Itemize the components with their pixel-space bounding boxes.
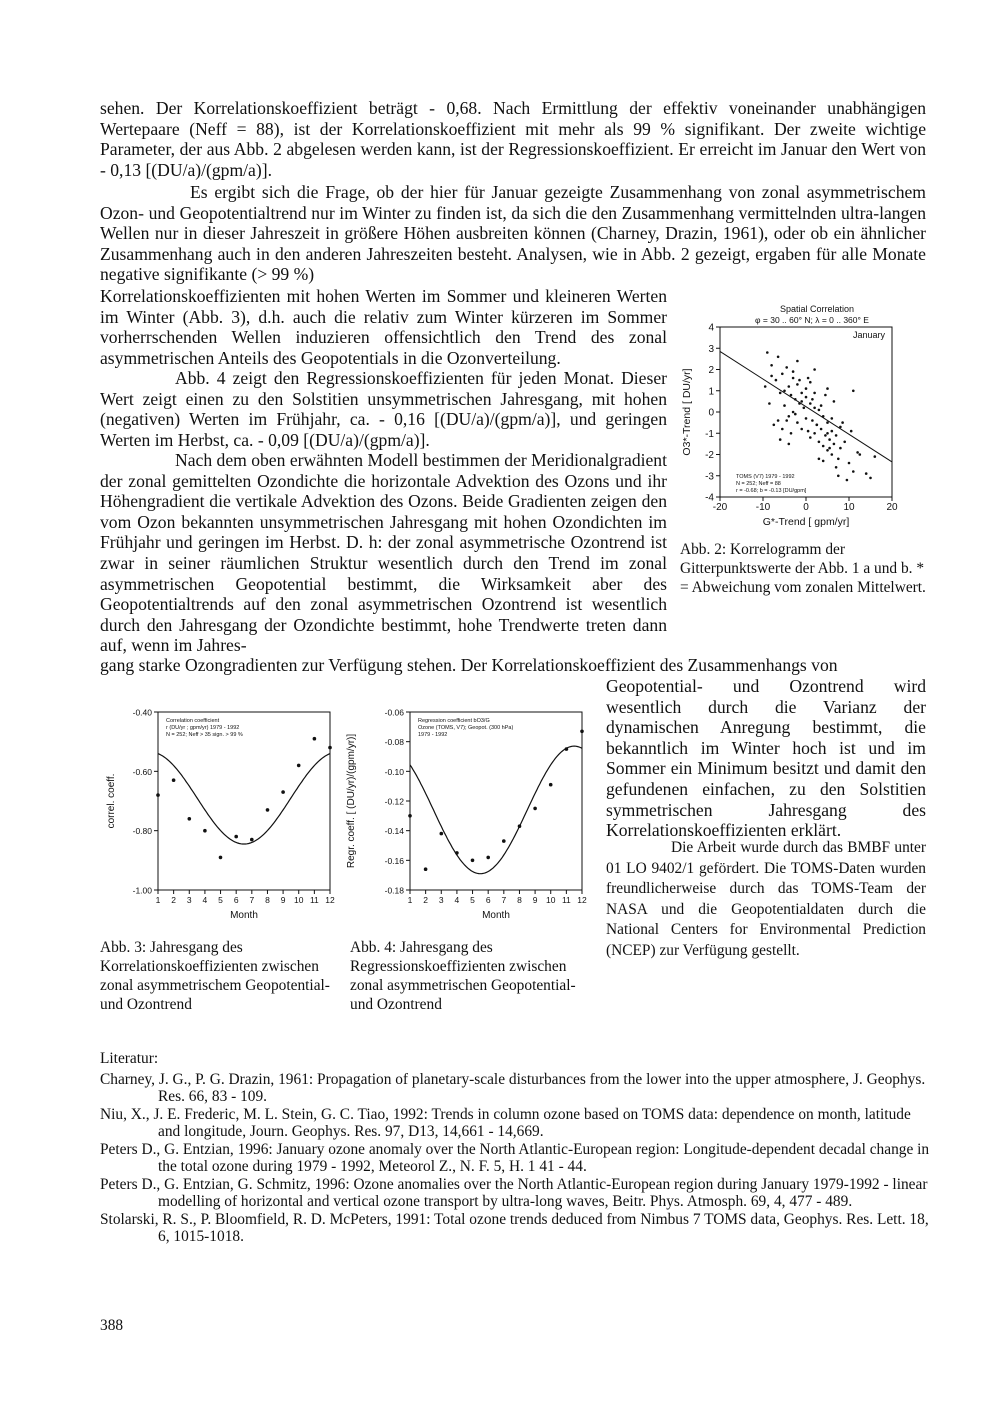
figure-2-caption: Abb. 2: Korrelogramm der Gitterpunktswerte der Abb. 1 a und b. * = Abweichung vom zonalen Mittelwert. [680, 541, 926, 596]
data-point [828, 447, 831, 450]
references-heading: Literatur: [100, 1050, 159, 1067]
data-point [809, 402, 812, 405]
x-tick-label: 12 [325, 895, 335, 905]
fig3-ylabel: correl. coeff. [106, 773, 117, 829]
data-point [803, 407, 806, 410]
x-tick-label: 7 [501, 895, 507, 905]
data-point [281, 790, 285, 794]
data-point [219, 856, 223, 860]
data-point [805, 396, 808, 399]
x-tick-label: 11 [561, 895, 571, 905]
y-tick-label: -3 [705, 471, 714, 483]
y-tick-label: -0.60 [132, 766, 152, 777]
fig4-ylabel: Regr. coeff. [ (DU/yr)/(gpm/yr)] [346, 733, 357, 869]
data-point [822, 445, 825, 448]
x-tick-label: 10 [843, 502, 855, 513]
data-point [792, 377, 795, 380]
data-point [807, 377, 810, 380]
fig3-points [156, 737, 332, 859]
fig4-points [408, 730, 584, 872]
y-tick-label: -0.12 [384, 796, 404, 807]
data-point [518, 824, 522, 828]
data-point [826, 387, 829, 390]
x-tick-label: 3 [186, 895, 192, 905]
data-point [831, 430, 834, 433]
data-point [549, 783, 553, 787]
figure-4-chart [340, 700, 595, 925]
data-point [790, 432, 793, 435]
x-tick-label: 4 [454, 895, 460, 905]
data-point [770, 375, 773, 378]
x-tick-label: 1 [155, 895, 161, 905]
data-point [848, 462, 851, 465]
fig2-label: January [852, 330, 885, 340]
y-tick-label: -4 [705, 492, 714, 504]
data-point [234, 835, 238, 839]
fig2-plot-frame [720, 327, 892, 497]
data-point [837, 458, 840, 461]
data-point [835, 466, 838, 469]
data-point [852, 390, 855, 393]
y-tick-label: -1.00 [132, 885, 152, 896]
y-tick-label: 1 [708, 386, 714, 398]
data-point [800, 428, 803, 431]
data-point [770, 364, 773, 367]
figure-3-caption: Abb. 3: Jahresgang des Korrelationskoeffizienten zwischen zonal asymmetrischem Geopotential- und Ozontrend [100, 939, 330, 1013]
data-point [805, 387, 808, 390]
data-point [565, 747, 569, 751]
data-point [835, 434, 838, 437]
data-point [783, 404, 786, 407]
data-point [865, 472, 868, 475]
fig3-y-ticks [133, 708, 158, 896]
fig3-legend-1: r (DU/yr ; gpm/yr) 1979 - 1992 [166, 725, 240, 731]
fig2-annotation-2: N = 252; Neff = 88 [736, 481, 781, 487]
data-point [792, 370, 795, 373]
data-point [796, 383, 799, 386]
x-tick-label: 6 [485, 895, 491, 905]
reference-item: Stolarski, R. S., P. Bloomfield, R. D. McPeters, 1991: Total ozone trends deduced from Nimbus 7 TOMS data, Geophys. Res. Lett. 18, 6, 1015-1018. [100, 1210, 929, 1245]
data-point [533, 807, 537, 811]
page-number: 388 [100, 1317, 124, 1334]
fig3-x-ticks [156, 890, 335, 905]
data-point [852, 470, 855, 473]
x-tick-label: 10 [545, 895, 556, 905]
data-point [820, 404, 823, 407]
fig2-title: Spatial Correlation [779, 304, 855, 314]
fig4-plot-frame [410, 712, 582, 890]
fig2-x-ticks [713, 497, 898, 513]
x-tick-label: 20 [886, 502, 898, 513]
fig4-legend-2: Ozone (TOMS, V7); Geopot. (300 hPa) [418, 725, 514, 731]
fig3-legend-2: N = 252; Neff > 35 sign. > 99 % [166, 732, 243, 738]
y-tick-label: -0.08 [384, 737, 404, 748]
y-tick-label: 3 [708, 343, 714, 355]
references [100, 1050, 930, 1246]
data-point [792, 411, 795, 414]
data-point [820, 428, 823, 431]
data-point [811, 398, 814, 401]
y-tick-label: -0.14 [384, 826, 404, 837]
data-point [781, 428, 784, 431]
x-tick-label: 5 [470, 895, 475, 905]
x-tick-label: 9 [532, 895, 538, 905]
x-tick-label: 11 [309, 895, 319, 905]
x-tick-label: 2 [423, 895, 429, 905]
data-point [813, 407, 816, 410]
data-point [785, 419, 788, 422]
fig4-legend-1: Regression coefficient bO3/G [418, 718, 490, 724]
fig3-xlabel: Month [230, 910, 258, 921]
y-tick-label: -0.16 [384, 855, 404, 866]
x-tick-label: 2 [171, 895, 177, 905]
data-point [831, 453, 834, 456]
fig2-xlabel: G*-Trend [ gpm/yr] [762, 516, 850, 528]
paragraph-2-continued: Korrelationskoeffizienten mit hohen Werten im Sommer und kleineren Werten im Winter (Abb. 3), d.h. auch die relativ zum Winter kürzeren im Sommer vorherrschenden Wellen induzieren offensichtlich den Trend des zonal asymmetrischen Anteils des Geopotentials in die Ozonverteilung. [100, 286, 667, 368]
figure-4-caption: Abb. 4: Jahresgang des Regressionskoeffizienten zwischen zonal asymmetrischen Geopotential- und Ozontrend [350, 939, 576, 1013]
y-tick-label: 2 [708, 365, 714, 376]
reference-item: Charney, J. G., P. G. Drazin, 1961: Propagation of planetary-scale disturbances from the lower into the upper atmosphere, J. Geophys. Res. 66, 83 - 109. [100, 1070, 926, 1105]
y-tick-label: -1 [705, 428, 714, 440]
x-tick-label: 8 [265, 895, 270, 905]
fig3-fit-curve [158, 754, 330, 844]
fig2-ylabel: O3*-Trend [ DU/yr] [681, 368, 693, 456]
x-tick-label: 4 [202, 895, 208, 905]
data-point [266, 808, 270, 812]
data-point [455, 851, 459, 855]
x-tick-label: 6 [233, 895, 239, 905]
acknowledgement: Die Arbeit wurde durch das BMBF unter 01 LO 9402/1 gefördert. Die TOMS-Daten wurden freundlicherweise durch das TOMS-Team der NASA und die Geopotentialdaten durch die National Centers for Environmental Prediction (NCEP) zur Verfügung gestellt. [606, 839, 926, 959]
data-point [846, 479, 849, 482]
data-point [874, 455, 877, 458]
data-point [837, 475, 840, 478]
data-point [328, 746, 332, 750]
figure-3-chart [100, 700, 340, 925]
fig4-xlabel: Month [482, 910, 510, 921]
x-tick-label: 8 [517, 895, 522, 905]
paragraph-1: sehen. Der Korrelationskoeffizient beträgt - 0,68. Nach Ermittlung der effektiv voneinander unabhängigen Wertepaare (Neff = 88), ist der Korrelationskoeffizient mit mehr als 99 % signifikant. Der zweite wichtige Parameter, der aus Abb. 2 abgelesen werden kann, ist der Regressionskoeffizient. Er erreicht im Januar den Wert von - 0,13 [(DU/a)/(gpm/a)]. [100, 98, 926, 180]
paragraph-4-continued: gang starke Ozongradienten zur Verfügung stehen. Der Korrelationskoeffizient des Zusammenhangs von [100, 655, 838, 675]
data-point [859, 453, 862, 456]
data-point [486, 856, 490, 860]
data-point [502, 839, 506, 843]
data-point [826, 421, 829, 424]
data-point [800, 400, 803, 403]
x-tick-label: 3 [438, 895, 444, 905]
data-point [766, 351, 769, 354]
data-point [777, 419, 780, 422]
data-point [779, 392, 782, 395]
paragraph-5: Geopotential- und Ozontrend wird wesentlich durch die Varianz der dynamischen Anregung bestimmt, die bekanntlich im Winter hoch ist und im Sommer ein Minimum besitzt und damit den gefundenen einfachen, zu den Solstitien symmetrischen Jahresgang des Korrelationskoeffizienten erklärt. [606, 676, 926, 841]
y-tick-label: -0.18 [384, 885, 404, 896]
data-point [172, 778, 176, 782]
data-point [440, 832, 444, 836]
x-tick-label: 5 [218, 895, 223, 905]
reference-item: Niu, X., J. E. Frederic, M. L. Stein, G. C. Tiao, 1992: Trends in column ozone based on TOMS data: dependence on month, latitude and longitude, Journ. Geophys. Res. 97, D13, 14,661 - 14,669. [100, 1105, 911, 1140]
data-point [822, 460, 825, 463]
data-point [850, 430, 853, 433]
paragraph-3: Abb. 4 zeigt den Regressionskoeffizienten für jeden Monat. Dieser Wert zeigt einen zu den Solstitien unsymmetrischen Jahresgang, mit hohen (negativen) Werten im Frühjahr, ca. - 0,16 [(DU/a)/(gpm/a)], und geringen Werten im Herbst, ca. - 0,09 [(DU/a)/(gpm/a)]. [100, 368, 667, 450]
x-tick-label: -20 [712, 502, 728, 513]
data-point [800, 392, 803, 395]
x-tick-label: 10 [293, 895, 304, 905]
fig4-x-ticks [408, 890, 587, 905]
fig2-y-ticks [705, 323, 720, 504]
data-point [813, 392, 816, 395]
x-tick-label: 1 [407, 895, 413, 905]
y-tick-label: -2 [705, 450, 714, 461]
y-tick-label: -0.80 [132, 826, 152, 837]
data-point [869, 477, 872, 480]
data-point [816, 424, 819, 427]
data-point [471, 859, 475, 863]
fig4-fit-curve [410, 746, 582, 874]
fig2-regression-line [720, 351, 892, 462]
data-point [813, 432, 816, 435]
data-point [796, 421, 799, 424]
paragraph-2: Es ergibt sich die Frage, ob der hier für Januar gezeigte Zusammenhang von zonal asymmetrischem Ozon- und Geopotentialtrend nur im Winter zu finden ist, da sich die den Zusammenhang vermittelnden ultra-langen Wellen nur in dieser Jahreszeit in größere Höhen ausbreiten können (Charney, Drazin, 1961), oder ob ein ähnlicher Zusammenhang auch in den anderen Jahreszeiten besteht. Analysen, wie in Abb. 2 gezeigt, ergaben für alle Monate negative signifikante (> 99 %) [100, 182, 926, 285]
data-point [809, 381, 812, 384]
data-point [768, 402, 771, 405]
data-point [764, 385, 767, 388]
fig2-annotation-3: r = -0.68; b = -0.13 [DU/gpm] [736, 488, 807, 494]
data-point [831, 417, 834, 420]
fig4-legend-3: 1979 - 1992 [418, 732, 448, 738]
fig2-annotation-1: TOMS (V7) 1979 - 1992 [736, 474, 795, 480]
data-point [818, 458, 821, 461]
fig3-legend-title: Correlation coefficient [166, 718, 220, 724]
data-point [796, 360, 799, 363]
data-point [775, 379, 778, 382]
data-point [779, 438, 782, 441]
data-point [813, 368, 816, 371]
data-point [818, 409, 821, 412]
fig3-plot-frame [158, 712, 330, 890]
data-point [833, 400, 836, 403]
data-point [773, 424, 776, 427]
data-point [824, 434, 827, 437]
data-point [788, 385, 791, 388]
data-point [818, 441, 821, 444]
y-tick-label: 4 [708, 322, 714, 334]
reference-item: Peters D., G. Entzian, 1996: January ozone anomaly over the North Atlantic-European region: Longitude-dependent decadal change in the total ozone during 1979 - 1992, Meteorol Z., N. F. 5, H. 1 41 - 44. [100, 1140, 930, 1175]
data-point [809, 436, 812, 439]
fig2-subtitle: φ = 30 .. 60° N; λ = 0 .. 360° E [755, 315, 869, 325]
data-point [826, 432, 829, 435]
y-tick-label: -0.06 [384, 707, 404, 718]
paragraph-4: Nach dem oben erwähnten Modell bestimmen der Meridionalgradient der zonal gemittelten Ozondichte die horizontale Advektion des Ozons und ihr Höhengradient die vertikale Advektion des Ozons. Beide Gradienten zeigen den vom Ozon bekannten unsymmetrischen Jahresgang mit hohen Ozondichten im Frühjahr und geringen im Herbst. D. h: der zonal asymmetrische Ozontrend ist zwar in seiner räumlichen Struktur wesentlich durch den Trend im zonal asymmetrischen Geopotential bestimmt, die Wirksamkeit aber des Geopotentialtrends auf den zonal asymmetrischen Ozontrend ist wesentlich durch den Jahresgang der Ozondichte bestimmt, hohe Trendwerte treten dann auf, wenn im Jahres- [100, 450, 667, 656]
x-tick-label: 12 [577, 895, 587, 905]
data-point [408, 814, 412, 818]
data-point [807, 430, 810, 433]
y-tick-label: -0.40 [132, 707, 152, 718]
y-tick-label: 0 [708, 407, 714, 419]
data-point [839, 447, 842, 450]
data-point [794, 413, 797, 416]
data-point [856, 451, 859, 454]
x-tick-label: 0 [803, 502, 809, 513]
data-point [156, 793, 160, 797]
data-point [841, 421, 844, 424]
x-tick-label: 9 [280, 895, 286, 905]
data-point [250, 838, 254, 842]
data-point [788, 443, 791, 446]
data-point [203, 829, 207, 833]
data-point [805, 417, 808, 420]
data-point [826, 449, 829, 452]
data-point [188, 817, 192, 821]
data-point [424, 867, 428, 871]
y-tick-label: -0.10 [384, 766, 404, 777]
data-point [777, 356, 780, 359]
data-point [781, 373, 784, 376]
data-point [785, 366, 788, 369]
data-point [811, 419, 814, 422]
data-point [824, 394, 827, 397]
data-point [833, 443, 836, 446]
data-point [788, 415, 791, 418]
data-point [580, 730, 584, 734]
figure-2-scatter-chart [672, 300, 922, 530]
data-point [798, 379, 801, 382]
fig4-y-ticks [385, 708, 410, 896]
x-tick-label: -10 [755, 502, 771, 513]
data-point [843, 441, 846, 444]
x-tick-label: 7 [249, 895, 255, 905]
reference-item: Peters D., G. Entzian, G. Schmitz, 1996: Ozone anomalies over the North Atlantic-European region during January 1979-1992 - linear modelling of horizontal and vertical ozone transport by ultra-long waves, Beitr. Phys. Atmosph. 69, 4, 477 - 489. [100, 1175, 928, 1210]
data-point [297, 764, 301, 768]
data-point [313, 737, 317, 741]
data-point [828, 438, 831, 441]
